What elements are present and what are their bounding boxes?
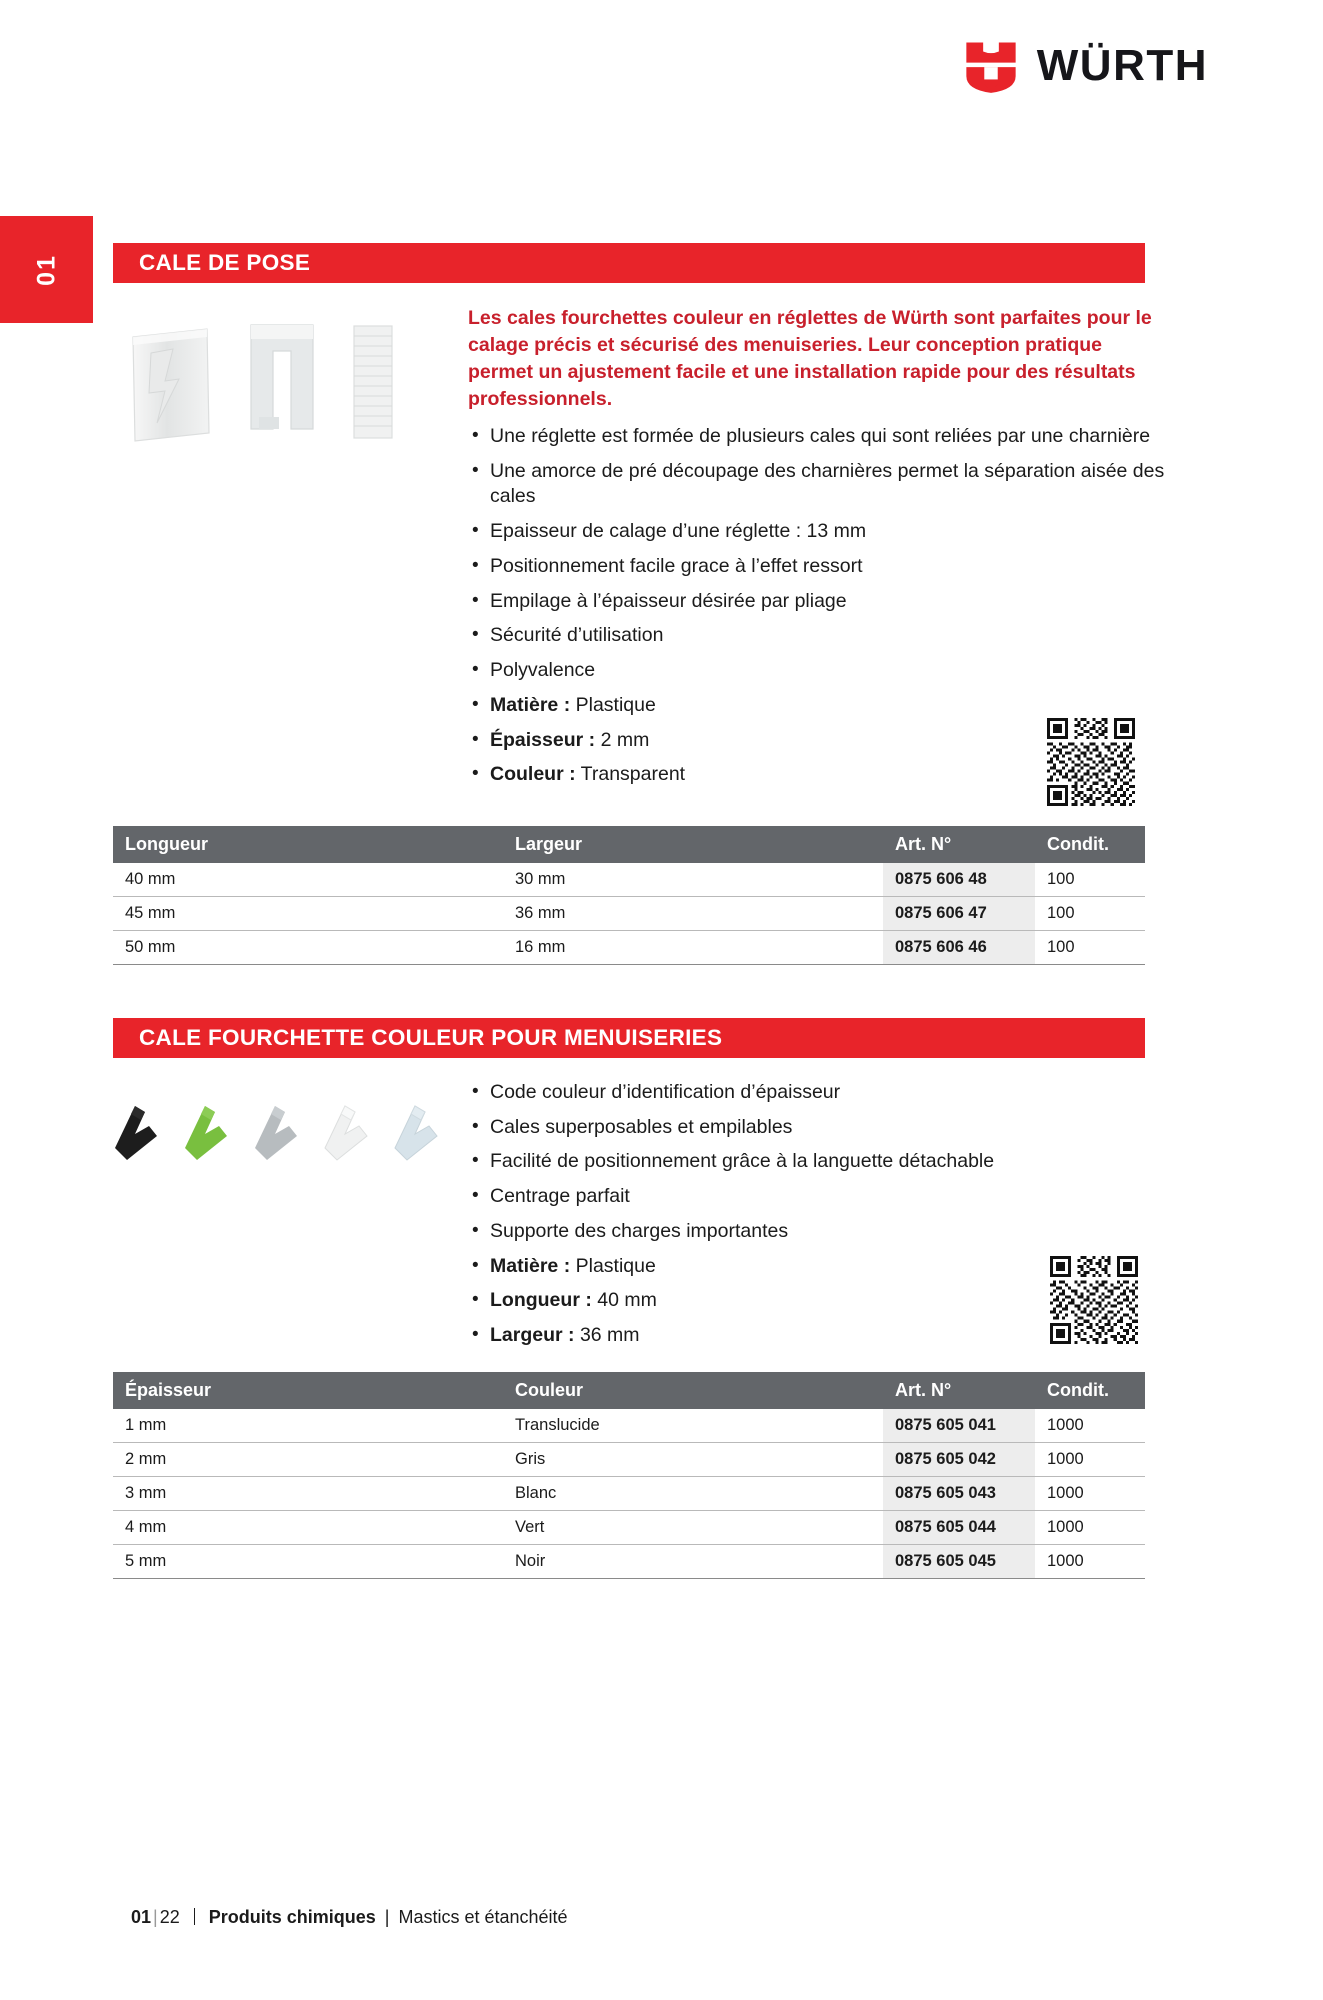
footer-chapter-number: 01 (131, 1907, 152, 1927)
feature-item (468, 424, 1168, 450)
table-row (113, 897, 1145, 931)
feature-text: Epaisseur de calage d’une réglette : 13 mm (490, 520, 867, 543)
table-cell: 16 mm (503, 931, 883, 965)
feature-item (468, 1115, 1168, 1141)
feature-text: Une réglette est formée de plusieurs cales qui sont reliées par une charnière (490, 425, 1151, 447)
feature-text: Positionnement facile grace à l’effet ressort (490, 554, 863, 577)
table-cell: Vert (503, 1511, 883, 1545)
feature-item (468, 1149, 1168, 1175)
table-cell: 1000 (1035, 1477, 1145, 1511)
table-cell: 100 (1035, 863, 1145, 897)
table-cell: 5 mm (113, 1545, 503, 1579)
table-cell-article-number: 0875 605 042 (883, 1443, 1035, 1477)
page-footer (131, 1906, 568, 1928)
product-image-group-1 (115, 300, 406, 450)
table-header-row (113, 826, 1145, 863)
table-header-cell: Couleur (503, 1372, 883, 1409)
section-intro-1: Les cales fourchettes couleur en réglettes de Würth sont parfaites pour le calage précis et sécurisé des menuiseries. Leur conception pratique permet un ajustement facile et une installation rapide pour des résultats professionnels. (468, 307, 1152, 410)
table-cell: Gris (503, 1443, 883, 1477)
table-cell: 45 mm (113, 897, 503, 931)
table-cell-article-number: 0875 606 48 (883, 863, 1035, 897)
table-cell: 1000 (1035, 1511, 1145, 1545)
table-header-cell: Condit. (1035, 1372, 1145, 1409)
table-cell-article-number: 0875 605 044 (883, 1511, 1035, 1545)
product-image-fork-black (105, 1094, 171, 1166)
brand-name: WÜRTH (1036, 41, 1208, 90)
footer-divider (194, 1908, 195, 1925)
feature-value: 2 mm (600, 728, 650, 751)
feature-text: Centrage parfait (490, 1185, 630, 1208)
qr-code-icon-2 (1050, 1256, 1138, 1344)
feature-value: Plastique (575, 1254, 656, 1277)
feature-text: Facilité de positionnement grâce à la languette détachable (490, 1150, 995, 1173)
feature-label: Épaisseur : (490, 728, 596, 751)
feature-item (468, 1184, 1168, 1210)
table-cell: 1 mm (113, 1409, 503, 1443)
feature-label: Matière : (490, 693, 571, 716)
table-cell-article-number: 0875 606 46 (883, 931, 1035, 965)
feature-text: Cales superposables et empilables (490, 1115, 793, 1138)
feature-label: Longueur : (490, 1289, 592, 1312)
table-cell: 40 mm (113, 863, 503, 897)
feature-item (468, 459, 1168, 510)
table-header-cell: Art. N° (883, 1372, 1035, 1409)
feature-item (468, 554, 1168, 580)
product-image-group-2 (105, 1086, 451, 1166)
table-row (113, 1511, 1145, 1545)
feature-item (468, 658, 1168, 684)
table-cell: Translucide (503, 1409, 883, 1443)
table-header-cell: Largeur (503, 826, 883, 863)
spec-table-1 (113, 826, 1145, 965)
footer-page-separator: | (153, 1907, 158, 1927)
section-header-cale-fourchette (113, 1018, 1145, 1058)
feature-item (468, 519, 1168, 545)
wurth-shield-icon (963, 38, 1019, 94)
section-title: CALE DE POSE (139, 250, 311, 275)
feature-text: Supporte des charges importantes (490, 1219, 789, 1242)
feature-text: Une amorce de pré découpage des charnières permet la séparation aisée des cales (490, 459, 1165, 508)
table-cell-article-number: 0875 606 47 (883, 897, 1035, 931)
table-cell: 50 mm (113, 931, 503, 965)
qr-code-icon-1 (1047, 718, 1135, 806)
table-header-row (113, 1372, 1145, 1409)
table-row (113, 1477, 1145, 1511)
product-image-fork-white (315, 1094, 381, 1166)
table-cell-article-number: 0875 605 043 (883, 1477, 1035, 1511)
feature-value: Plastique (575, 693, 656, 716)
feature-item (468, 589, 1168, 615)
product-image-cale-2 (229, 305, 334, 450)
feature-item (468, 1080, 1168, 1106)
feature-text: Sécurité d’utilisation (490, 624, 664, 647)
table-cell: 1000 (1035, 1545, 1145, 1579)
product-image-cale-1 (115, 315, 225, 450)
table-row (113, 863, 1145, 897)
table-cell: 100 (1035, 931, 1145, 965)
table-header-cell: Longueur (113, 826, 503, 863)
table-row (113, 1409, 1145, 1443)
spec-table-2 (113, 1372, 1145, 1579)
table-cell: 100 (1035, 897, 1145, 931)
feature-item (468, 623, 1168, 649)
table-cell: 3 mm (113, 1477, 503, 1511)
table-header-cell: Condit. (1035, 826, 1145, 863)
feature-label: Largeur : (490, 1324, 575, 1347)
table-header-cell: Art. N° (883, 826, 1035, 863)
feature-value: 36 mm (579, 1324, 640, 1347)
table-cell: Noir (503, 1545, 883, 1579)
footer-subcategory: Mastics et étanchéité (398, 1907, 568, 1927)
table-cell: Blanc (503, 1477, 883, 1511)
feature-item (468, 1219, 1168, 1245)
feature-label: Couleur : (490, 763, 576, 786)
product-image-fork-gray (245, 1094, 311, 1166)
section-title: CALE FOURCHETTE COULEUR POUR MENUISERIES (139, 1025, 723, 1050)
table-cell: 1000 (1035, 1409, 1145, 1443)
feature-text: Polyvalence (490, 659, 596, 682)
table-header-cell: Épaisseur (113, 1372, 503, 1409)
product-image-fork-green (175, 1094, 241, 1166)
table-row (113, 1443, 1145, 1477)
table-cell: 2 mm (113, 1443, 503, 1477)
table-row (113, 1545, 1145, 1579)
section-header-cale-de-pose (113, 243, 1145, 283)
table-cell: 1000 (1035, 1443, 1145, 1477)
table-cell: 30 mm (503, 863, 883, 897)
chapter-tab (0, 216, 93, 323)
feature-text: Empilage à l’épaisseur désirée par pliage (490, 589, 847, 612)
table-row (113, 931, 1145, 965)
feature-value: Transparent (580, 763, 686, 786)
feature-value: 40 mm (597, 1289, 657, 1312)
table-cell: 4 mm (113, 1511, 503, 1545)
feature-text: Code couleur d’identification d’épaisseur (490, 1081, 841, 1103)
footer-pipe: | (384, 1907, 390, 1927)
product-image-fork-translucent (385, 1094, 451, 1166)
chapter-tab-label: 01 (32, 253, 60, 286)
table-cell-article-number: 0875 605 045 (883, 1545, 1035, 1579)
table-cell: 36 mm (503, 897, 883, 931)
product-image-cale-3 (338, 310, 406, 450)
feature-item-spec (468, 693, 1168, 719)
brand-logo (963, 38, 1208, 94)
footer-page-number: 22 (159, 1907, 180, 1927)
table-cell-article-number: 0875 605 041 (883, 1409, 1035, 1443)
feature-label: Matière : (490, 1254, 571, 1277)
footer-category: Produits chimiques (208, 1907, 376, 1927)
